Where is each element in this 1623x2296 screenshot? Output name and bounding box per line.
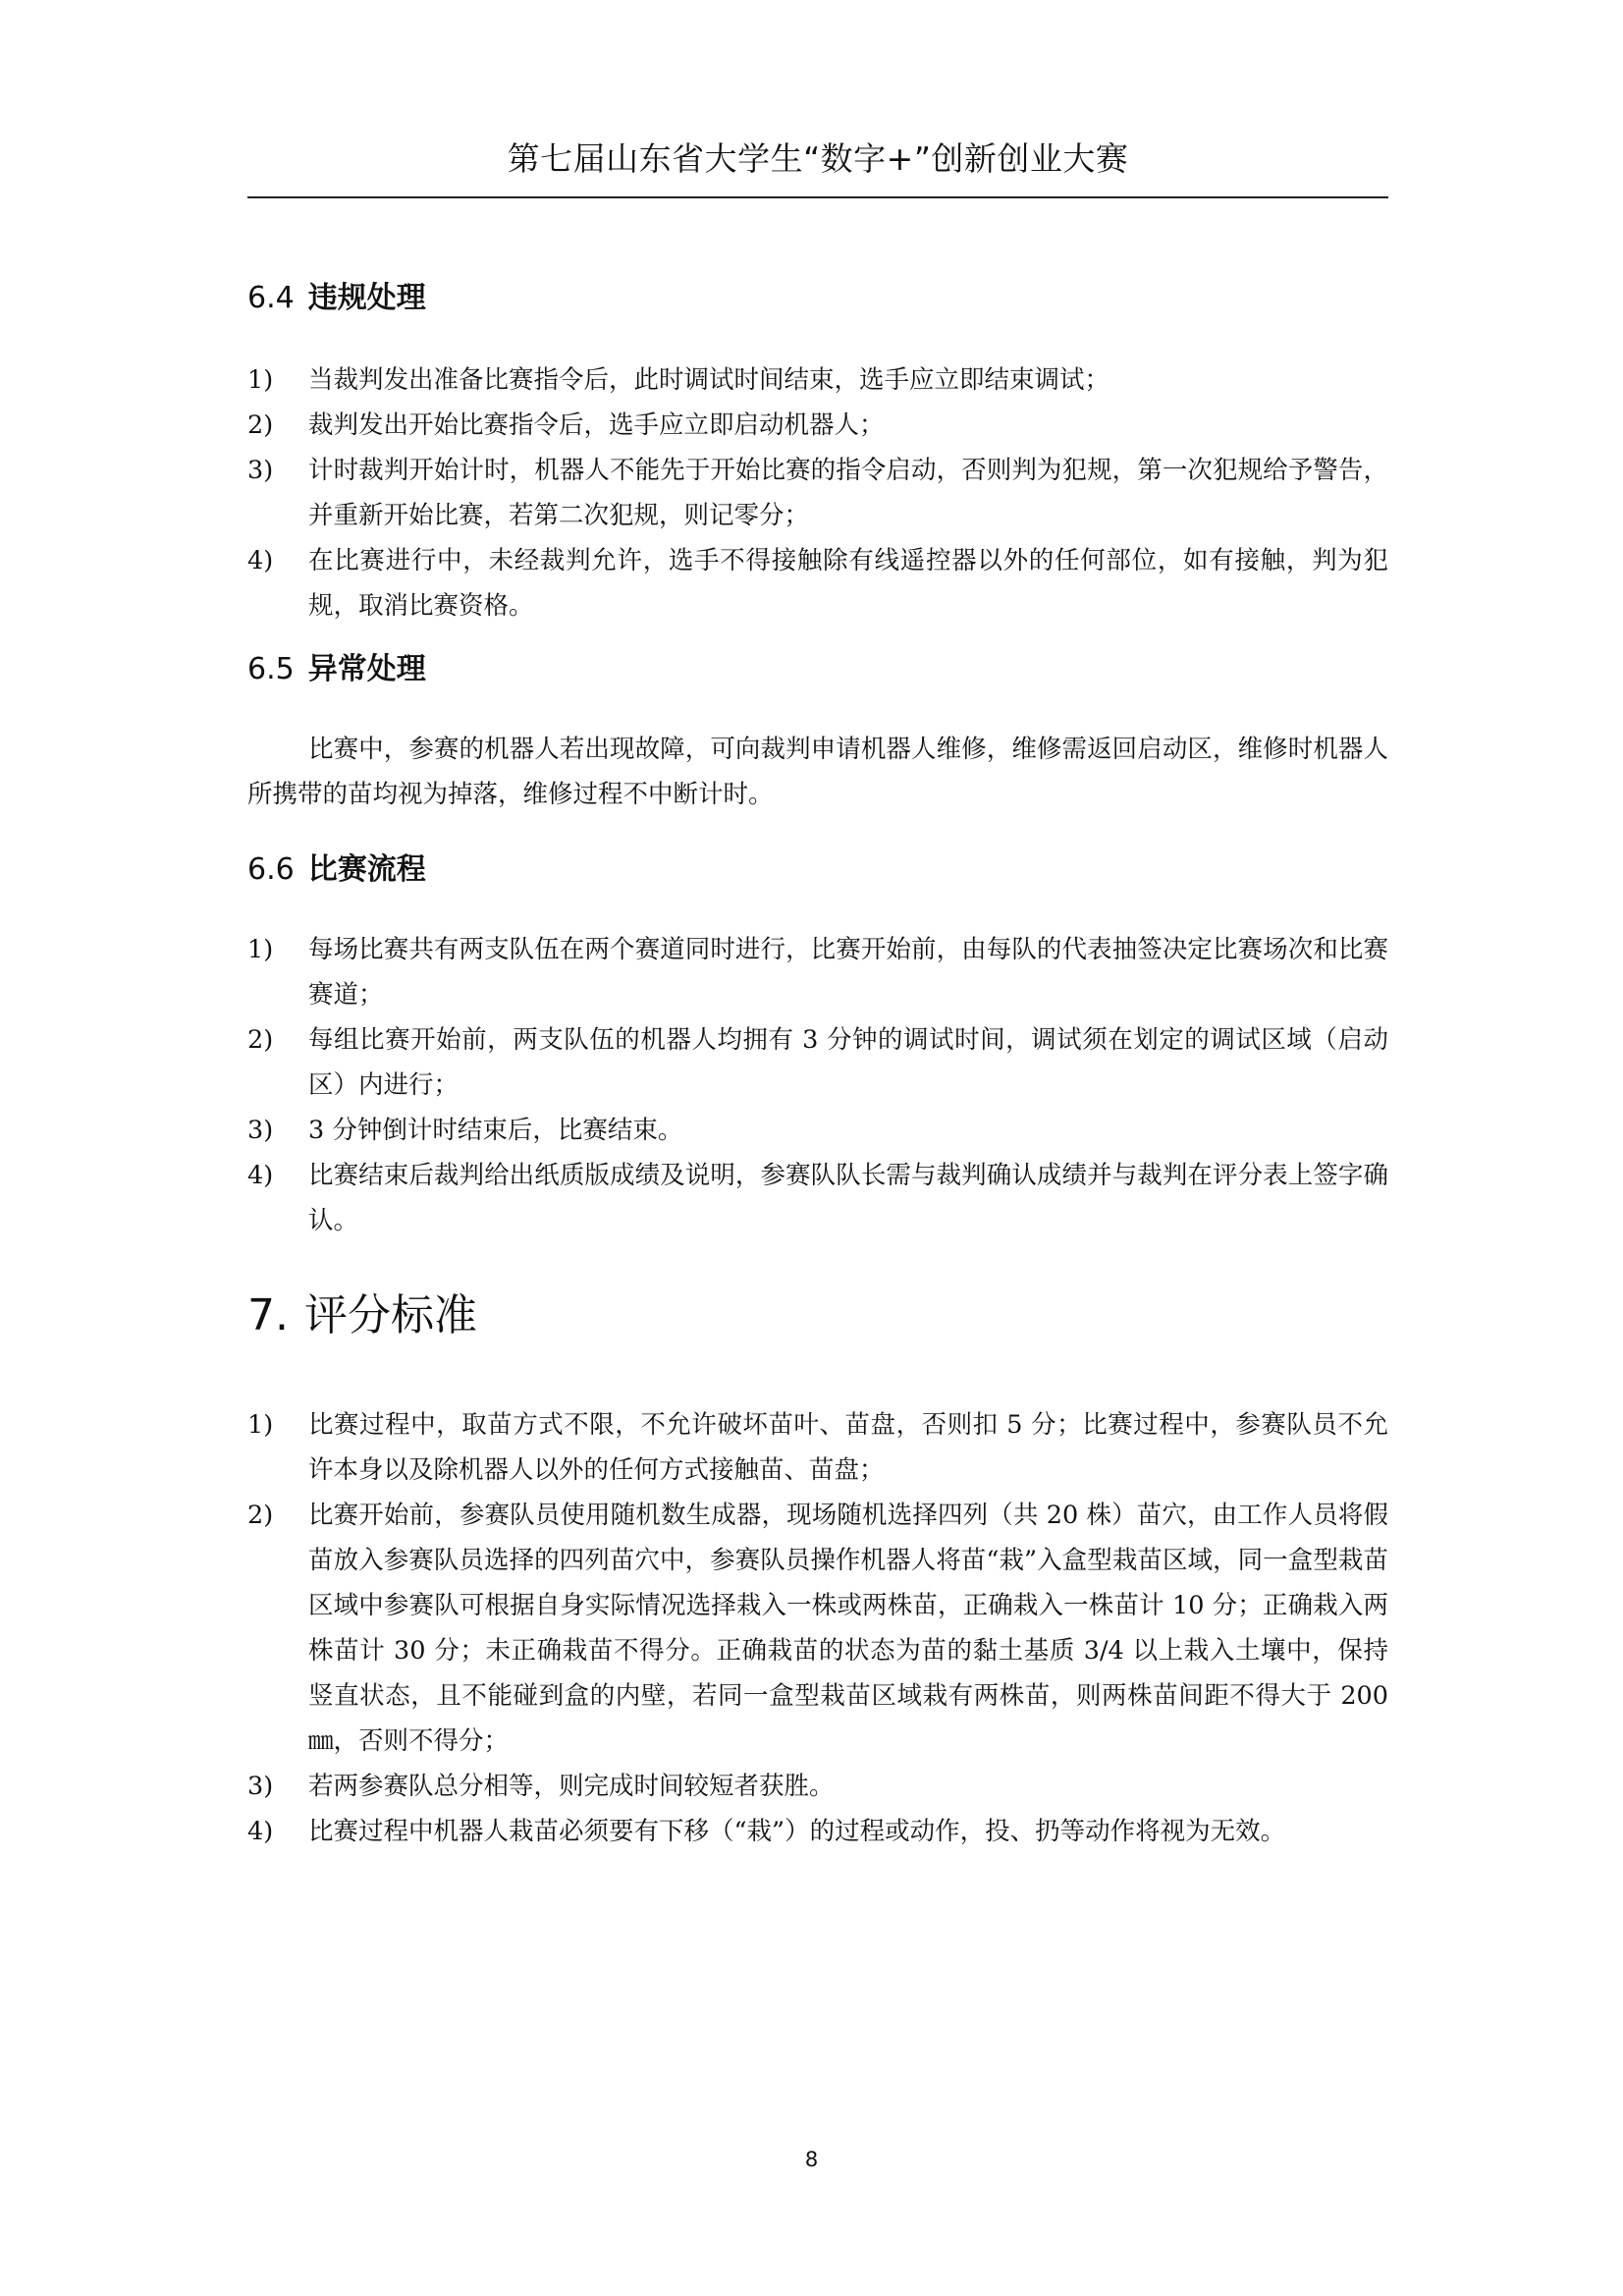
list-item: [247, 1017, 1388, 1108]
list-item-text: 比赛开始前，参赛队员使用随机数生成器，现场随机选择四列（共 20 株）苗穴，由工作人员将假苗放入参赛队员选择的四列苗穴中，参赛队员操作机器人将苗“栽”入盒型栽苗区域，同一盒型栽苗区域中参赛队可根据自身实际情况选择栽入一株或两株苗，正确栽入一株苗计 10 分；正确栽入两株苗计 30 分；未正确栽苗不得分。正确栽苗的状态为苗的黏土基质 3/4 以上栽入土壤中，保持竖直状态，且不能碰到盒的内壁，若同一盒型栽苗区域栽有两株苗，则两株苗间距不得大于 200㎜，否则不得分；: [308, 1501, 1388, 1756]
exception-handling-paragraph: 比赛中，参赛的机器人若出现故障，可向裁判申请机器人维修，维修需返回启动区，维修时机器人所携带的苗均视为掉落，维修过程不中断计时。: [247, 735, 1388, 809]
list-marker: 4): [247, 546, 274, 575]
section-heading-6-5: [247, 648, 426, 691]
violation-rules-list: [247, 357, 1388, 629]
list-item: [247, 403, 1388, 448]
list-item-text: 3 分钟倒计时结束后，比赛结束。: [308, 1116, 683, 1145]
list-marker: 3): [247, 1772, 274, 1801]
chapter-title: 评分标准: [303, 1290, 477, 1340]
section-title: 异常处理: [307, 652, 426, 686]
list-marker: 3): [247, 1116, 274, 1145]
list-item: [247, 1402, 1388, 1493]
list-item-text: 在比赛进行中，未经裁判允许，选手不得接触除有线遥控器以外的任何部位，如有接触，判为犯规，取消比赛资格。: [308, 546, 1388, 621]
section-heading-6-4: [247, 277, 426, 320]
list-marker: 2): [247, 410, 274, 440]
section-title: 违规处理: [307, 281, 426, 315]
chapter-heading-7: [247, 1285, 477, 1347]
list-item-text: 比赛过程中机器人栽苗必须要有下移（“栽”）的过程或动作，投、扔等动作将视为无效。: [308, 1817, 1286, 1846]
section-title: 比赛流程: [307, 852, 426, 887]
list-marker: 2): [247, 1501, 274, 1530]
list-marker: 1): [247, 1410, 274, 1440]
list-marker: 1): [247, 365, 274, 395]
list-item-text: 裁判发出开始比赛指令后，选手应立即启动机器人；: [308, 410, 885, 440]
page-header-title: 第七届山东省大学生“数字+”创新创业大赛: [507, 139, 1129, 178]
list-item-text: 每组比赛开始前，两支队伍的机器人均拥有 3 分钟的调试时间，调试须在划定的调试区域（启动区）内进行；: [308, 1025, 1388, 1100]
list-item-text: 比赛结束后裁判给出纸质版成绩及说明，参赛队队长需与裁判确认成绩并与裁判在评分表上签字确认。: [308, 1161, 1388, 1235]
list-item: [247, 1108, 1388, 1153]
list-item-text: 当裁判发出准备比赛指令后，此时调试时间结束，选手应立即结束调试；: [308, 365, 1110, 395]
competition-process-list: [247, 927, 1388, 1243]
list-marker: 4): [247, 1817, 274, 1846]
list-item: [247, 1764, 1388, 1809]
section-heading-6-6: [247, 848, 426, 892]
list-item-text: 计时裁判开始计时，机器人不能先于开始比赛的指令启动，否则判为犯规，第一次犯规给予警告，并重新开始比赛，若第二次犯规，则记零分；: [308, 456, 1388, 530]
list-item-text: 每场比赛共有两支队伍在两个赛道同时进行，比赛开始前，由每队的代表抽签决定比赛场次和比赛赛道；: [308, 935, 1388, 1010]
header-divider: [247, 196, 1388, 198]
list-item: [247, 448, 1388, 538]
list-item: [247, 1153, 1388, 1243]
list-item-text: 比赛过程中，取苗方式不限，不允许破坏苗叶、苗盘，否则扣 5 分；比赛过程中，参赛队员不允许本身以及除机器人以外的任何方式接触苗、苗盘；: [308, 1410, 1388, 1485]
list-item: [247, 1809, 1388, 1854]
list-marker: 2): [247, 1025, 274, 1055]
section-number: 6.4: [247, 281, 295, 315]
section-number: 6.5: [247, 652, 295, 686]
list-marker: 3): [247, 456, 274, 485]
list-item: [247, 357, 1388, 403]
list-item: [247, 538, 1388, 629]
list-item: [247, 927, 1388, 1017]
section-number: 6.6: [247, 852, 295, 887]
page-number: 8: [804, 2148, 819, 2171]
list-marker: 4): [247, 1161, 274, 1190]
list-item: [247, 1493, 1388, 1764]
chapter-number: 7.: [247, 1290, 289, 1340]
scoring-criteria-list: [247, 1402, 1388, 1854]
list-marker: 1): [247, 935, 274, 964]
list-item-text: 若两参赛队总分相等，则完成时间较短者获胜。: [308, 1772, 835, 1801]
